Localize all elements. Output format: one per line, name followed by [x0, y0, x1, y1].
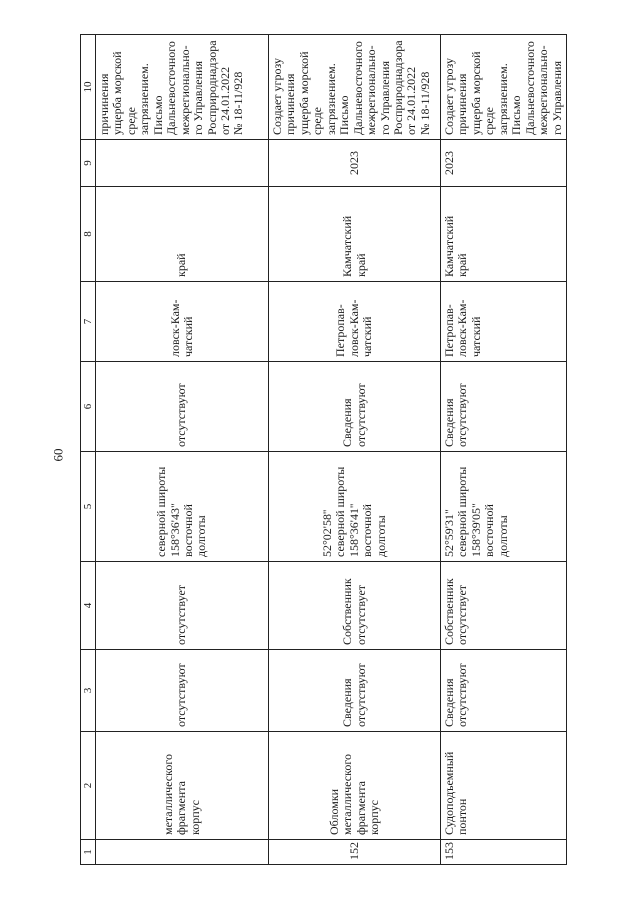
reason-cell: [441, 35, 567, 140]
column-number: 4: [81, 562, 96, 650]
cell-line: металлического: [160, 754, 175, 835]
cell-line: го Управления: [377, 61, 392, 135]
cell-line: загрязнением.: [323, 63, 338, 135]
row-number-cell: [96, 840, 269, 865]
cell-line: чатский: [181, 316, 195, 357]
cell-line: Дальневосточного: [164, 41, 179, 135]
cell-line: отсутствуют: [455, 383, 470, 447]
cell-line: Письмо: [150, 95, 165, 135]
cell-line: северной широты: [455, 466, 470, 557]
column-number-row: [81, 35, 96, 865]
region-cell: [269, 187, 441, 282]
cell-line: край: [455, 253, 470, 277]
city-cell: [96, 282, 269, 362]
cell-line: ловск-Кам-: [167, 299, 182, 357]
cell-line: фрагмента: [174, 781, 189, 835]
region-cell: [96, 187, 269, 282]
cell-line: отсутствует: [353, 584, 368, 645]
cell-line: северной широты: [154, 466, 169, 557]
column-number: 1: [81, 840, 96, 865]
reason-cell: [96, 35, 269, 140]
details-cell: [441, 362, 567, 452]
cell-line: долготы: [495, 515, 510, 557]
cell-line: среде: [310, 107, 325, 135]
cell-line: го Управления: [549, 61, 564, 135]
table-viewport: [80, 35, 564, 865]
cell-line: долготы: [194, 515, 209, 557]
year-cell: 2023: [441, 140, 567, 187]
cell-line: Сведения: [442, 398, 456, 447]
cell-line: отсутствуют: [353, 383, 368, 447]
cell-line: металлического: [340, 754, 355, 835]
cell-line: северной широты: [333, 466, 348, 557]
cell-line: го Управления: [191, 61, 206, 135]
cell-line: Сведения: [340, 678, 355, 727]
column-number: 3: [81, 650, 96, 732]
cell-line: корпус: [366, 800, 381, 835]
details-cell: [269, 362, 441, 452]
cell-line: от 24.01.2022: [404, 66, 419, 135]
cell-line: Росприроднадзора: [204, 40, 219, 135]
cell-line: корпус: [187, 800, 202, 835]
cell-line: отсутствуют: [174, 383, 189, 447]
cell-line: Письмо: [509, 95, 524, 135]
coordinates-cell: [269, 452, 441, 562]
cell-line: 158°36'43": [167, 503, 182, 557]
cell-line: чатский: [360, 316, 375, 357]
cell-line: Создает угрозу: [442, 58, 456, 135]
table-row: [269, 35, 441, 865]
cell-line: ущерба морской: [110, 51, 125, 135]
cell-line: Собственник: [442, 578, 456, 645]
cell-line: отсутствует: [174, 584, 189, 645]
cell-line: ловск-Кам-: [346, 299, 361, 357]
cell-line: межрегионально-: [364, 45, 379, 135]
column-number: 9: [81, 140, 96, 187]
cell-line: среде: [123, 107, 138, 135]
cell-line: отсутствуют: [353, 663, 368, 727]
cell-line: Собственник: [340, 578, 355, 645]
cell-line: причинения: [97, 73, 111, 135]
year-cell: [96, 140, 269, 187]
city-cell: [269, 282, 441, 362]
rotated-table-container: [80, 35, 564, 865]
table-row: [441, 35, 567, 865]
row-number-cell: 153: [441, 840, 567, 865]
row-number-cell: 152: [269, 840, 441, 865]
cell-line: восточной: [360, 504, 375, 557]
cell-line: среде: [482, 107, 497, 135]
cell-line: Камчатский: [442, 215, 456, 277]
object-name-cell: [441, 732, 567, 840]
cell-line: № 18-11/928: [231, 71, 246, 135]
coordinates-cell: [96, 452, 269, 562]
cell-line: восточной: [482, 504, 497, 557]
cell-line: от 24.01.2022: [217, 66, 232, 135]
cell-line: долготы: [373, 515, 388, 557]
owner-cell: [441, 562, 567, 650]
cell-line: Сведения: [442, 678, 456, 727]
cell-line: край: [174, 253, 189, 277]
cell-line: межрегионально-: [177, 45, 192, 135]
cell-line: понтон: [455, 798, 470, 835]
cell-line: 52°59'31": [442, 509, 456, 557]
cell-line: причинения: [283, 73, 298, 135]
cell-line: № 18-11/928: [417, 71, 432, 135]
cell-line: загрязнением.: [137, 63, 152, 135]
year-cell: 2023: [269, 140, 441, 187]
cell-line: отсутствуют: [174, 663, 189, 727]
cell-line: Судоподъемный: [442, 751, 456, 835]
cell-line: межрегионально-: [536, 45, 551, 135]
cell-line: отсутствует: [455, 584, 470, 645]
region-cell: [441, 187, 567, 282]
column-number: 7: [81, 282, 96, 362]
cell-line: ловск-Кам-: [455, 299, 470, 357]
objects-table: [80, 34, 567, 865]
column-number: 5: [81, 452, 96, 562]
cell-line: 52°02'58'': [319, 509, 334, 557]
owner-cell: [269, 562, 441, 650]
cell-line: Письмо: [337, 95, 352, 135]
coordinates-cell: [441, 452, 567, 562]
cell-line: Создает угрозу: [270, 58, 284, 135]
object-name-cell: [96, 732, 269, 840]
cell-line: чатский: [468, 316, 483, 357]
info-cell: [96, 650, 269, 732]
cell-line: Росприроднадзора: [390, 40, 405, 135]
cell-line: Петропав-: [333, 304, 348, 357]
cell-line: 158°39'05": [468, 503, 483, 557]
cell-line: Обломки: [326, 788, 341, 835]
object-name-cell: [269, 732, 441, 840]
reason-cell: [269, 35, 441, 140]
city-cell: [441, 282, 567, 362]
cell-line: Петропав-: [442, 304, 456, 357]
cell-line: Дальневосточного: [350, 41, 365, 135]
cell-line: восточной: [181, 504, 195, 557]
info-cell: [269, 650, 441, 732]
cell-line: ущерба морской: [468, 51, 483, 135]
cell-line: загрязнением.: [495, 63, 510, 135]
cell-line: ущерба морской: [296, 51, 311, 135]
cell-line: причинения: [455, 73, 470, 135]
cell-line: фрагмента: [353, 781, 368, 835]
column-number: 6: [81, 362, 96, 452]
cell-line: Сведения: [340, 398, 355, 447]
page-number: 60: [50, 448, 66, 462]
cell-line: 158°36'41'': [346, 503, 361, 557]
column-number: 10: [81, 35, 96, 140]
owner-cell: [96, 562, 269, 650]
table-row: [96, 35, 269, 865]
cell-line: Камчатский: [340, 215, 355, 277]
cell-line: край: [353, 253, 368, 277]
column-number: 8: [81, 187, 96, 282]
cell-line: Дальневосточного: [522, 41, 537, 135]
info-cell: [441, 650, 567, 732]
cell-line: отсутствуют: [455, 663, 470, 727]
column-number: 2: [81, 732, 96, 840]
details-cell: [96, 362, 269, 452]
